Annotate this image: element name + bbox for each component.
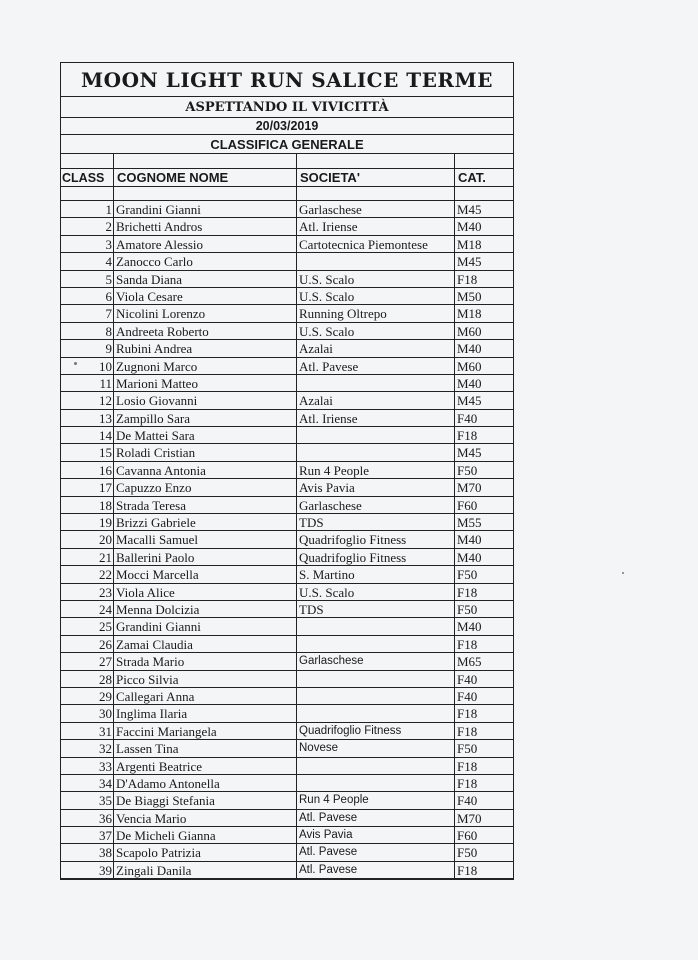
- team-cell: Run 4 People: [297, 792, 455, 809]
- team-cell: Garlaschese: [297, 653, 455, 670]
- position-cell: 17: [61, 479, 114, 496]
- position-cell: 23: [61, 584, 114, 601]
- table-row: [61, 636, 513, 653]
- team-cell: Quadrifoglio Fitness: [297, 723, 455, 740]
- table-row: [61, 323, 513, 340]
- category-cell: F50: [455, 566, 513, 583]
- team-cell: Garlaschese: [297, 497, 455, 514]
- position-cell: 38: [61, 844, 114, 861]
- table-row: [61, 479, 513, 496]
- athlete-name-cell: Marioni Matteo: [114, 375, 297, 392]
- category-cell: M70: [455, 810, 513, 827]
- position-cell: 10: [61, 358, 114, 375]
- team-cell: Avis Pavia: [297, 479, 455, 496]
- team-cell: [297, 253, 455, 270]
- classification-title: CLASSIFICA GENERALE: [61, 135, 513, 154]
- category-cell: F18: [455, 705, 513, 722]
- event-subtitle: ASPETTANDO IL VIVICITTÀ: [61, 97, 513, 118]
- athlete-name-cell: Zanocco Carlo: [114, 253, 297, 270]
- position-cell: 27: [61, 653, 114, 670]
- athlete-name-cell: Callegari Anna: [114, 688, 297, 705]
- team-cell: U.S. Scalo: [297, 323, 455, 340]
- position-cell: 9: [61, 340, 114, 357]
- team-cell: [297, 688, 455, 705]
- category-cell: M45: [455, 253, 513, 270]
- position-cell: 7: [61, 305, 114, 322]
- position-cell: 34: [61, 775, 114, 792]
- table-row: [61, 566, 513, 583]
- athlete-name-cell: Roladi Cristian: [114, 444, 297, 461]
- table-row: [61, 601, 513, 618]
- athlete-name-cell: Picco Silvia: [114, 671, 297, 688]
- category-cell: F40: [455, 410, 513, 427]
- athlete-name-cell: Mocci Marcella: [114, 566, 297, 583]
- table-row: [61, 549, 513, 566]
- team-cell: Quadrifoglio Fitness: [297, 531, 455, 548]
- column-header-category: CAT.: [455, 169, 513, 187]
- team-cell: [297, 775, 455, 792]
- team-cell: Azalai: [297, 340, 455, 357]
- athlete-name-cell: Strada Mario: [114, 653, 297, 670]
- category-cell: F18: [455, 427, 513, 444]
- category-cell: M50: [455, 288, 513, 305]
- team-cell: Atl. Pavese: [297, 810, 455, 827]
- team-cell: [297, 618, 455, 635]
- position-cell: 32: [61, 740, 114, 757]
- athlete-name-cell: Ballerini Paolo: [114, 549, 297, 566]
- position-cell: 5: [61, 271, 114, 288]
- column-header-class: CLASS: [61, 169, 114, 187]
- table-row: [61, 375, 513, 392]
- position-cell: 33: [61, 758, 114, 775]
- athlete-name-cell: D'Adamo Antonella: [114, 775, 297, 792]
- category-cell: M70: [455, 479, 513, 496]
- athlete-name-cell: De Biaggi Stefania: [114, 792, 297, 809]
- table-row: [61, 427, 513, 444]
- category-cell: M45: [455, 392, 513, 409]
- results-table: [60, 62, 514, 880]
- team-cell: Atl. Iriense: [297, 410, 455, 427]
- table-row: [61, 514, 513, 531]
- team-cell: Azalai: [297, 392, 455, 409]
- table-row: [61, 844, 513, 861]
- position-cell: 4: [61, 253, 114, 270]
- table-row: [61, 410, 513, 427]
- table-row: [61, 392, 513, 409]
- category-cell: M55: [455, 514, 513, 531]
- table-row: [61, 497, 513, 514]
- blank-cell: [297, 187, 455, 201]
- position-cell: 3: [61, 236, 114, 253]
- table-row: [61, 775, 513, 792]
- table-row: [61, 218, 513, 235]
- athlete-name-cell: Inglima Ilaria: [114, 705, 297, 722]
- position-cell: 19: [61, 514, 114, 531]
- position-cell: 24: [61, 601, 114, 618]
- team-cell: [297, 705, 455, 722]
- team-cell: TDS: [297, 514, 455, 531]
- athlete-name-cell: Vencia Mario: [114, 810, 297, 827]
- category-cell: M45: [455, 201, 513, 218]
- table-row: [61, 705, 513, 722]
- position-cell: 30: [61, 705, 114, 722]
- position-cell: 36: [61, 810, 114, 827]
- category-cell: F50: [455, 740, 513, 757]
- position-cell: 2: [61, 218, 114, 235]
- position-cell: 11: [61, 375, 114, 392]
- athlete-name-cell: Capuzzo Enzo: [114, 479, 297, 496]
- table-row: [61, 653, 513, 670]
- team-cell: [297, 444, 455, 461]
- position-cell: 29: [61, 688, 114, 705]
- table-row: [61, 340, 513, 357]
- position-cell: 13: [61, 410, 114, 427]
- position-cell: 39: [61, 862, 114, 879]
- category-cell: F50: [455, 601, 513, 618]
- athlete-name-cell: Rubini Andrea: [114, 340, 297, 357]
- team-cell: [297, 375, 455, 392]
- athlete-name-cell: Viola Alice: [114, 584, 297, 601]
- column-header-name: COGNOME NOME: [114, 169, 297, 187]
- column-header-team: SOCIETA': [297, 169, 455, 187]
- position-cell: 21: [61, 549, 114, 566]
- team-cell: Avis Pavia: [297, 827, 455, 844]
- blank-cell: [297, 154, 455, 169]
- athlete-name-cell: Zugnoni Marco: [114, 358, 297, 375]
- category-cell: F18: [455, 584, 513, 601]
- category-cell: F18: [455, 758, 513, 775]
- athlete-name-cell: Grandini Gianni: [114, 201, 297, 218]
- table-row: [61, 862, 513, 879]
- blank-cell: [114, 187, 297, 201]
- position-cell: 20: [61, 531, 114, 548]
- blank-row: [61, 154, 513, 169]
- team-cell: Atl. Pavese: [297, 358, 455, 375]
- table-row: [61, 827, 513, 844]
- category-cell: F50: [455, 844, 513, 861]
- position-cell: 16: [61, 462, 114, 479]
- category-cell: F18: [455, 636, 513, 653]
- table-row: [61, 253, 513, 270]
- table-row: [61, 462, 513, 479]
- blank-cell: [455, 154, 513, 169]
- athlete-name-cell: Lassen Tina: [114, 740, 297, 757]
- athlete-name-cell: Viola Cesare: [114, 288, 297, 305]
- position-cell: 25: [61, 618, 114, 635]
- table-row: [61, 758, 513, 775]
- table-row: [61, 271, 513, 288]
- blank-cell: [61, 187, 114, 201]
- table-row: [61, 723, 513, 740]
- table-row: [61, 305, 513, 322]
- team-cell: [297, 427, 455, 444]
- category-cell: M40: [455, 340, 513, 357]
- position-cell: 35: [61, 792, 114, 809]
- position-cell: 31: [61, 723, 114, 740]
- position-cell: 14: [61, 427, 114, 444]
- blank-cell: [455, 187, 513, 201]
- table-row: [61, 740, 513, 757]
- position-cell: 18: [61, 497, 114, 514]
- position-cell: 26: [61, 636, 114, 653]
- table-row: [61, 618, 513, 635]
- athlete-name-cell: Argenti Beatrice: [114, 758, 297, 775]
- column-header-row: [61, 169, 513, 187]
- athlete-name-cell: Menna Dolcizia: [114, 601, 297, 618]
- table-row: [61, 531, 513, 548]
- category-cell: M60: [455, 323, 513, 340]
- scan-speck: [622, 572, 624, 574]
- team-cell: TDS: [297, 601, 455, 618]
- category-cell: M40: [455, 549, 513, 566]
- athlete-name-cell: Zampillo Sara: [114, 410, 297, 427]
- athlete-name-cell: Losio Giovanni: [114, 392, 297, 409]
- position-cell: 12: [61, 392, 114, 409]
- table-row: [61, 584, 513, 601]
- athlete-name-cell: Andreeta Roberto: [114, 323, 297, 340]
- table-row: [61, 688, 513, 705]
- athlete-name-cell: Nicolini Lorenzo: [114, 305, 297, 322]
- category-cell: M40: [455, 375, 513, 392]
- category-cell: F40: [455, 688, 513, 705]
- athlete-name-cell: Zamai Claudia: [114, 636, 297, 653]
- table-row: [61, 358, 513, 375]
- athlete-name-cell: De Micheli Gianna: [114, 827, 297, 844]
- category-cell: M40: [455, 531, 513, 548]
- table-row: [61, 201, 513, 218]
- table-row: [61, 236, 513, 253]
- team-cell: U.S. Scalo: [297, 271, 455, 288]
- team-cell: Novese: [297, 740, 455, 757]
- team-cell: U.S. Scalo: [297, 584, 455, 601]
- blank-cell: [61, 154, 114, 169]
- category-cell: F18: [455, 723, 513, 740]
- team-cell: Cartotecnica Piemontese: [297, 236, 455, 253]
- team-cell: S. Martino: [297, 566, 455, 583]
- position-cell: 6: [61, 288, 114, 305]
- athlete-name-cell: Brizzi Gabriele: [114, 514, 297, 531]
- team-cell: U.S. Scalo: [297, 288, 455, 305]
- athlete-name-cell: Faccini Mariangela: [114, 723, 297, 740]
- results-body: [61, 201, 513, 879]
- team-cell: Atl. Iriense: [297, 218, 455, 235]
- team-cell: [297, 636, 455, 653]
- team-cell: Running Oltrepo: [297, 305, 455, 322]
- category-cell: M18: [455, 305, 513, 322]
- position-cell: 8: [61, 323, 114, 340]
- table-row: [61, 444, 513, 461]
- athlete-name-cell: Cavanna Antonia: [114, 462, 297, 479]
- athlete-name-cell: Sanda Diana: [114, 271, 297, 288]
- position-cell: 22: [61, 566, 114, 583]
- category-cell: F50: [455, 462, 513, 479]
- athlete-name-cell: Scapolo Patrizia: [114, 844, 297, 861]
- category-cell: M40: [455, 618, 513, 635]
- category-cell: F18: [455, 862, 513, 879]
- table-row: [61, 288, 513, 305]
- category-cell: F60: [455, 827, 513, 844]
- athlete-name-cell: Zingali Danila: [114, 862, 297, 879]
- athlete-name-cell: Macalli Samuel: [114, 531, 297, 548]
- event-date: 20/03/2019: [61, 118, 513, 135]
- category-cell: F60: [455, 497, 513, 514]
- blank-row: [61, 187, 513, 201]
- team-cell: [297, 671, 455, 688]
- athlete-name-cell: Grandini Gianni: [114, 618, 297, 635]
- team-cell: Garlaschese: [297, 201, 455, 218]
- team-cell: Quadrifoglio Fitness: [297, 549, 455, 566]
- category-cell: M18: [455, 236, 513, 253]
- blank-cell: [114, 154, 297, 169]
- category-cell: M60: [455, 358, 513, 375]
- team-cell: [297, 758, 455, 775]
- athlete-name-cell: Strada Teresa: [114, 497, 297, 514]
- category-cell: F40: [455, 671, 513, 688]
- team-cell: Atl. Pavese: [297, 844, 455, 861]
- table-row: [61, 792, 513, 809]
- position-cell: 1: [61, 201, 114, 218]
- team-cell: Run 4 People: [297, 462, 455, 479]
- athlete-name-cell: Brichetti Andros: [114, 218, 297, 235]
- position-cell: 37: [61, 827, 114, 844]
- table-row: [61, 671, 513, 688]
- team-cell: Atl. Pavese: [297, 862, 455, 879]
- category-cell: F40: [455, 792, 513, 809]
- position-cell: 15: [61, 444, 114, 461]
- category-cell: M65: [455, 653, 513, 670]
- category-cell: M40: [455, 218, 513, 235]
- category-cell: M45: [455, 444, 513, 461]
- category-cell: F18: [455, 775, 513, 792]
- athlete-name-cell: De Mattei Sara: [114, 427, 297, 444]
- athlete-name-cell: Amatore Alessio: [114, 236, 297, 253]
- category-cell: F18: [455, 271, 513, 288]
- event-title: MOON LIGHT RUN SALICE TERME: [61, 63, 513, 97]
- position-cell: 28: [61, 671, 114, 688]
- table-row: [61, 810, 513, 827]
